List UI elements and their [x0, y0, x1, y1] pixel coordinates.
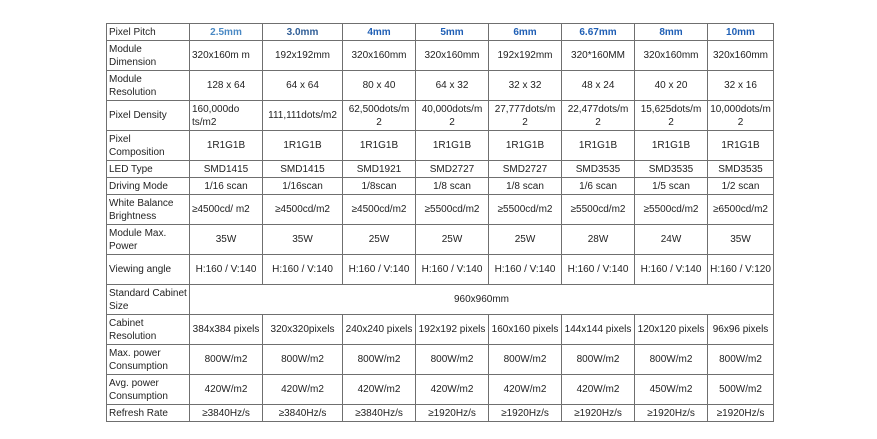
table-cell: 28W — [562, 225, 635, 255]
table-cell: SMD3535 — [708, 161, 774, 178]
table-cell: 25W — [416, 225, 489, 255]
table-cell: 420W/m2 — [190, 375, 263, 405]
table-cell: 32 x 32 — [489, 71, 562, 101]
table-cell: 800W/m2 — [190, 345, 263, 375]
table-cell: 144x144 pixels — [562, 315, 635, 345]
header-pitch-4: 5mm — [416, 24, 489, 41]
table-cell: 420W/m2 — [416, 375, 489, 405]
table-cell: 800W/m2 — [416, 345, 489, 375]
table-cell: ≥6500cd/m2 — [708, 195, 774, 225]
header-pitch-7: 8mm — [635, 24, 708, 41]
table-cell: 1/8 scan — [489, 178, 562, 195]
table-cell: 320*160MM — [562, 41, 635, 71]
table-cell: H:160 / V:140 — [343, 255, 416, 285]
table-cell: 35W — [263, 225, 343, 255]
table-cell: 48 x 24 — [562, 71, 635, 101]
table-cell: 420W/m2 — [263, 375, 343, 405]
table-cell: 800W/m2 — [562, 345, 635, 375]
header-pitch-6: 6.67mm — [562, 24, 635, 41]
table-cell: 1/2 scan — [708, 178, 774, 195]
table-cell: 1R1G1B — [708, 131, 774, 161]
table-cell: 80 x 40 — [343, 71, 416, 101]
row-label: White Balance Brightness — [107, 195, 190, 225]
table-cell: 800W/m2 — [708, 345, 774, 375]
table-cell: 1R1G1B — [562, 131, 635, 161]
row-label: LED Type — [107, 161, 190, 178]
table-cell: 25W — [489, 225, 562, 255]
table-cell: 320x160mm — [708, 41, 774, 71]
table-cell: 25W — [343, 225, 416, 255]
table-cell: 1/16 scan — [190, 178, 263, 195]
table-row — [107, 255, 774, 285]
table-cell: H:160 / V:120 — [708, 255, 774, 285]
table-cell: 420W/m2 — [489, 375, 562, 405]
table-cell: 128 x 64 — [190, 71, 263, 101]
table-cell: SMD1415 — [190, 161, 263, 178]
table-cell: H:160 / V:140 — [416, 255, 489, 285]
row-label: Max. power Consumption — [107, 345, 190, 375]
table-row — [107, 178, 774, 195]
table-cell: 192x192 pixels — [416, 315, 489, 345]
table-cell: SMD2727 — [489, 161, 562, 178]
table-cell: 500W/m2 — [708, 375, 774, 405]
row-label: Module Max. Power — [107, 225, 190, 255]
table-cell: ≥1920Hz/s — [489, 405, 562, 422]
row-label: Viewing angle — [107, 255, 190, 285]
table-row — [107, 315, 774, 345]
table-cell: ≥1920Hz/s — [562, 405, 635, 422]
table-cell: 240x240 pixels — [343, 315, 416, 345]
table-row — [107, 405, 774, 422]
table-cell: 96x96 pixels — [708, 315, 774, 345]
table-cell: 320x160mm — [416, 41, 489, 71]
table-cell: 40,000dots/m 2 — [416, 101, 489, 131]
header-row — [107, 24, 774, 41]
table-cell: ≥4500cd/ m2 — [190, 195, 263, 225]
header-pitch-5: 6mm — [489, 24, 562, 41]
table-row — [107, 41, 774, 71]
table-cell: 1R1G1B — [416, 131, 489, 161]
table-cell: ≥1920Hz/s — [708, 405, 774, 422]
table-cell: 24W — [635, 225, 708, 255]
table-cell: 800W/m2 — [635, 345, 708, 375]
table-row — [107, 375, 774, 405]
table-cell: 22,477dots/m 2 — [562, 101, 635, 131]
table-cell: ≥3840Hz/s — [263, 405, 343, 422]
header-pixel-pitch-label: Pixel Pitch — [107, 24, 190, 41]
table-cell: 35W — [190, 225, 263, 255]
table-cell: 192x192mm — [263, 41, 343, 71]
table-cell: 10,000dots/m 2 — [708, 101, 774, 131]
table-cell: 320x160mm — [343, 41, 416, 71]
table-cell: 1/5 scan — [635, 178, 708, 195]
table-cell: 120x120 pixels — [635, 315, 708, 345]
table-cell: 32 x 16 — [708, 71, 774, 101]
table-cell: 1/8scan — [343, 178, 416, 195]
table-cell: ≥5500cd/m2 — [635, 195, 708, 225]
table-cell: SMD1921 — [343, 161, 416, 178]
table-cell: ≥4500cd/m2 — [343, 195, 416, 225]
table-cell: H:160 / V:140 — [263, 255, 343, 285]
table-cell: H:160 / V:140 — [635, 255, 708, 285]
row-label: Pixel Composition — [107, 131, 190, 161]
table-cell: 800W/m2 — [263, 345, 343, 375]
row-label: Module Resolution — [107, 71, 190, 101]
table-cell: SMD3535 — [635, 161, 708, 178]
table-cell: 160,000do ts/m2 — [190, 101, 263, 131]
table-cell: ≥5500cd/m2 — [416, 195, 489, 225]
table-cell: 15,625dots/m 2 — [635, 101, 708, 131]
header-pitch-8: 10mm — [708, 24, 774, 41]
table-row — [107, 101, 774, 131]
table-cell: 800W/m2 — [343, 345, 416, 375]
table-cell: 111,111dots/m2 — [263, 101, 343, 131]
table-cell: SMD1415 — [263, 161, 343, 178]
table-cell: 1/8 scan — [416, 178, 489, 195]
table-cell: 40 x 20 — [635, 71, 708, 101]
table-row — [107, 225, 774, 255]
table-cell: H:160 / V:140 — [562, 255, 635, 285]
table-cell: 27,777dots/m 2 — [489, 101, 562, 131]
table-cell: 64 x 64 — [263, 71, 343, 101]
header-pitch-1: 2.5mm — [190, 24, 263, 41]
table-cell: 420W/m2 — [343, 375, 416, 405]
cabinet-size-value: 960x960mm — [190, 285, 774, 315]
table-cell: 1R1G1B — [190, 131, 263, 161]
row-label: Driving Mode — [107, 178, 190, 195]
table-row — [107, 345, 774, 375]
table-cell: 384x384 pixels — [190, 315, 263, 345]
table-cell: ≥1920Hz/s — [635, 405, 708, 422]
table-cell: 1R1G1B — [263, 131, 343, 161]
table-cell: ≥5500cd/m2 — [562, 195, 635, 225]
table-cell: 320x160m m — [190, 41, 263, 71]
row-label: Avg. power Consumption — [107, 375, 190, 405]
table-row — [107, 71, 774, 101]
table-cell: 62,500dots/m 2 — [343, 101, 416, 131]
table-cell: SMD3535 — [562, 161, 635, 178]
row-label: Refresh Rate — [107, 405, 190, 422]
table-cell: 35W — [708, 225, 774, 255]
table-cell: H:160 / V:140 — [190, 255, 263, 285]
table-cell: 64 x 32 — [416, 71, 489, 101]
header-pitch-2: 3.0mm — [263, 24, 343, 41]
table-cell: 160x160 pixels — [489, 315, 562, 345]
table-cell: ≥1920Hz/s — [416, 405, 489, 422]
table-row — [107, 195, 774, 225]
table-cell: 1/6 scan — [562, 178, 635, 195]
table-cell: 450W/m2 — [635, 375, 708, 405]
table-cell: ≥3840Hz/s — [190, 405, 263, 422]
row-label: Standard Cabinet Size — [107, 285, 190, 315]
table-cell: 1R1G1B — [489, 131, 562, 161]
table-cell: SMD2727 — [416, 161, 489, 178]
table-cell: 192x192mm — [489, 41, 562, 71]
row-label: Cabinet Resolution — [107, 315, 190, 345]
row-label: Module Dimension — [107, 41, 190, 71]
table-cell: 1R1G1B — [343, 131, 416, 161]
table-row — [107, 285, 774, 315]
table-cell: 1R1G1B — [635, 131, 708, 161]
table-cell: 320x320pixels — [263, 315, 343, 345]
table-cell: 800W/m2 — [489, 345, 562, 375]
table-cell: ≥4500cd/m2 — [263, 195, 343, 225]
table-row — [107, 161, 774, 178]
row-label: Pixel Density — [107, 101, 190, 131]
table-cell: 320x160mm — [635, 41, 708, 71]
table-cell: H:160 / V:140 — [489, 255, 562, 285]
table-cell: 420W/m2 — [562, 375, 635, 405]
table-cell: ≥5500cd/m2 — [489, 195, 562, 225]
table-row — [107, 131, 774, 161]
header-pitch-3: 4mm — [343, 24, 416, 41]
spec-table — [106, 23, 774, 422]
table-cell: 1/16scan — [263, 178, 343, 195]
table-cell: ≥3840Hz/s — [343, 405, 416, 422]
